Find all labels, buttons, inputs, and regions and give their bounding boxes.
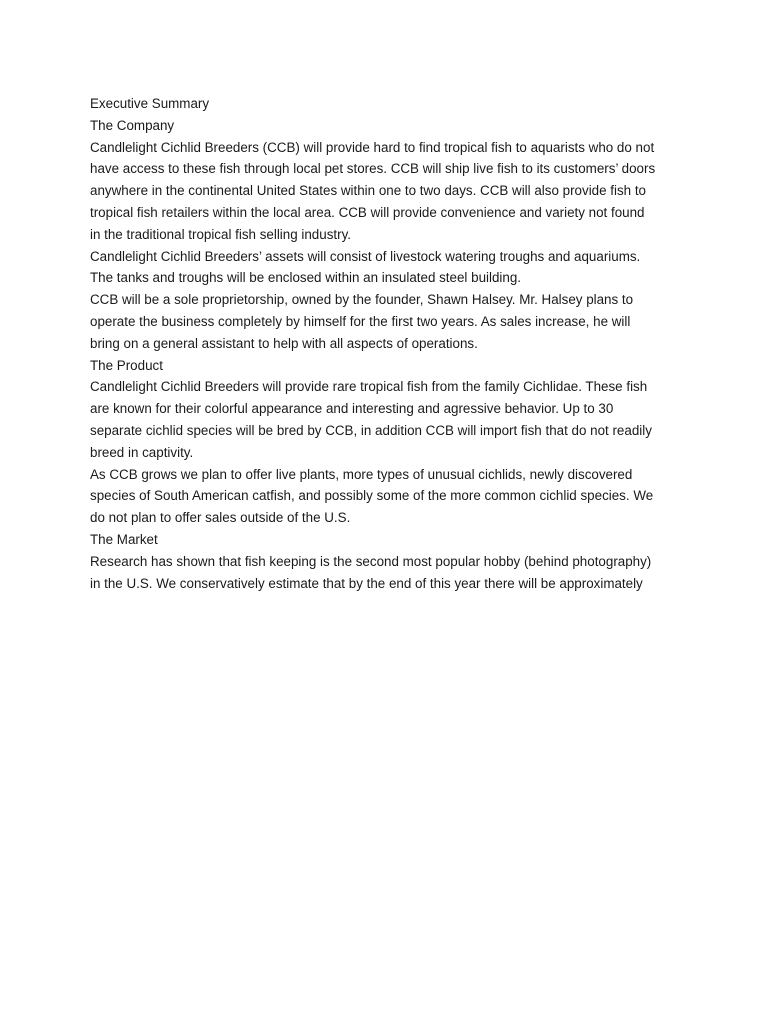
text-line: do not plan to offer sales outside of the U.S. bbox=[90, 510, 351, 526]
section-heading-market: The Market bbox=[90, 531, 158, 547]
text-line: species of South American catfish, and possibly some of the more common cichlid species. We bbox=[90, 488, 654, 504]
market-paragraph-1 bbox=[90, 551, 690, 595]
text-line: The tanks and troughs will be enclosed within an insulated steel building. bbox=[90, 270, 521, 286]
section-heading-product: The Product bbox=[90, 357, 163, 373]
text-line: Candlelight Cichlid Breeders’ assets will consist of livestock watering troughs and aquariums. bbox=[90, 248, 641, 264]
text-line: breed in captivity. bbox=[90, 444, 194, 460]
text-line: have access to these fish through local pet stores. CCB will ship live fish to its customers’ doors bbox=[90, 161, 656, 177]
text-line: in the traditional tropical fish selling industry. bbox=[90, 226, 351, 242]
product-paragraph-1 bbox=[90, 376, 690, 463]
document-title: Executive Summary bbox=[90, 96, 210, 111]
text-line: bring on a general assistant to help with all aspects of operations. bbox=[90, 335, 478, 351]
company-paragraph-1 bbox=[90, 137, 690, 246]
text-line: separate cichlid species will be bred by CCB, in addition CCB will import fish that do not readily bbox=[90, 422, 652, 438]
text-line: anywhere in the continental United States within one to two days. CCB will also provide fish to bbox=[90, 183, 647, 199]
text-line: Candlelight Cichlid Breeders will provide rare tropical fish from the family Cichlidae. These fish bbox=[90, 379, 648, 395]
company-paragraph-2 bbox=[90, 246, 690, 290]
product-paragraph-2 bbox=[90, 464, 690, 529]
company-paragraph-3 bbox=[90, 289, 690, 354]
text-line: Candlelight Cichlid Breeders (CCB) will provide hard to find tropical fish to aquarists who do not bbox=[90, 139, 655, 155]
document-body bbox=[90, 93, 690, 594]
section-heading-company: The Company bbox=[90, 117, 175, 133]
text-line: CCB will be a sole proprietorship, owned by the founder, Shawn Halsey. Mr. Halsey plans to bbox=[90, 292, 634, 308]
text-line: tropical fish retailers within the local area. CCB will provide convenience and variety not found bbox=[90, 204, 645, 220]
text-line: Research has shown that fish keeping is the second most popular hobby (behind photography) bbox=[90, 553, 652, 569]
text-line: in the U.S. We conservatively estimate that by the end of this year there will be approximately bbox=[90, 575, 643, 591]
text-line: are known for their colorful appearance and interesting and agressive behavior. Up to 30 bbox=[90, 401, 614, 417]
text-line: As CCB grows we plan to offer live plants, more types of unusual cichlids, newly discovered bbox=[90, 466, 633, 482]
text-line: operate the business completely by himself for the first two years. As sales increase, he will bbox=[90, 313, 631, 329]
